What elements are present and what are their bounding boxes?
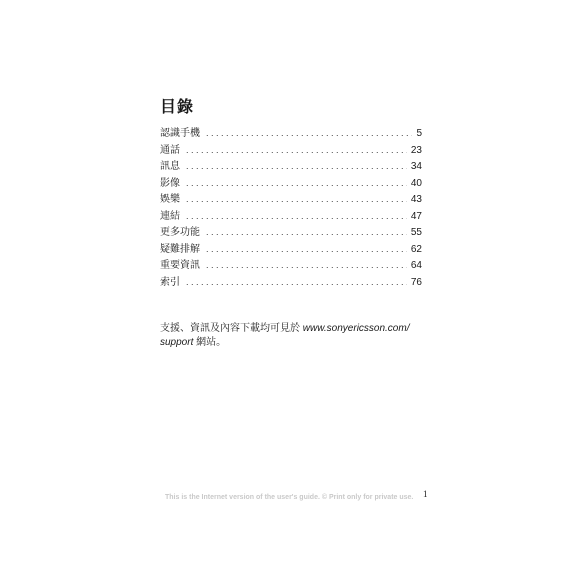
toc-row[interactable]	[160, 125, 422, 142]
support-note-suffix: 網站。	[193, 337, 227, 348]
toc-dot-leader	[186, 208, 407, 225]
toc-entry-title: 更多功能	[160, 227, 200, 238]
support-url-part2: support	[160, 337, 194, 348]
toc-page-number: 5	[416, 128, 422, 139]
toc-page-number: 76	[410, 276, 422, 288]
toc-entry-title: 認識手機	[160, 128, 200, 139]
toc-entry-title: 影像	[160, 177, 180, 189]
toc-entry-title: 索引	[160, 276, 180, 288]
toc-entry-title: 連結	[160, 210, 180, 222]
table-of-contents	[160, 125, 422, 290]
page-title: 目錄	[160, 99, 195, 116]
page-number: 1	[423, 489, 428, 499]
toc-page-number: 40	[410, 177, 422, 189]
toc-dot-leader	[186, 274, 407, 291]
toc-page-number: 23	[410, 144, 422, 156]
toc-row[interactable]	[160, 142, 422, 159]
support-url-part1: www.sonyericsson.com/	[302, 323, 410, 334]
toc-row[interactable]	[160, 274, 422, 291]
toc-row[interactable]	[160, 241, 422, 258]
toc-dot-leader	[186, 142, 407, 159]
toc-row[interactable]	[160, 191, 422, 208]
toc-row[interactable]	[160, 158, 422, 175]
toc-dot-leader	[186, 175, 407, 192]
support-note-prefix: 支援、資訊及內容下載均可見於	[160, 323, 303, 334]
toc-dot-leader	[206, 125, 412, 142]
toc-row[interactable]	[160, 224, 422, 241]
toc-page-number: 43	[410, 194, 422, 205]
toc-page-number: 64	[410, 260, 422, 271]
toc-row[interactable]	[160, 175, 422, 192]
toc-page-number: 55	[410, 227, 422, 238]
toc-row[interactable]	[160, 257, 422, 274]
support-note	[160, 322, 430, 350]
watermark-notice: This is the Internet version of the user's guide. © Print only for private use.	[165, 494, 414, 501]
toc-dot-leader	[186, 191, 407, 208]
toc-dot-leader	[206, 257, 407, 274]
toc-dot-leader	[206, 241, 407, 258]
toc-dot-leader	[206, 224, 407, 241]
toc-page-number: 62	[410, 243, 422, 255]
toc-page-number: 47	[410, 210, 422, 222]
toc-entry-title: 娛樂	[160, 194, 180, 205]
toc-entry-title: 疑難排解	[160, 243, 200, 255]
toc-page-number: 34	[410, 161, 422, 172]
toc-row[interactable]	[160, 208, 422, 225]
toc-entry-title: 通話	[160, 144, 180, 156]
toc-dot-leader	[186, 158, 407, 175]
toc-entry-title: 重要資訊	[160, 260, 200, 271]
toc-entry-title: 訊息	[160, 161, 180, 172]
